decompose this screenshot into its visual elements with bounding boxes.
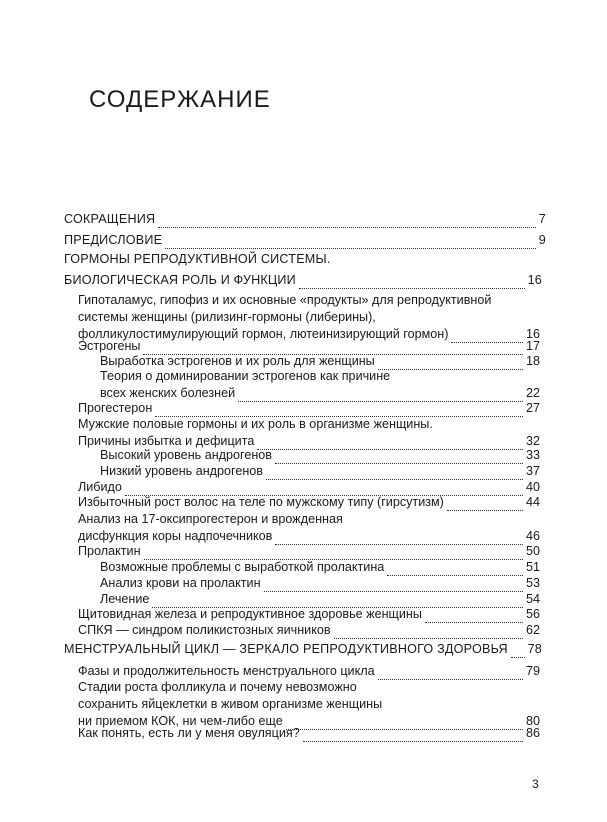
toc-entry-menstrual-chapter[interactable] xyxy=(64,641,542,658)
toc-entry-title: СПКЯ — синдром поликистозных яичников xyxy=(78,623,331,637)
toc-entry-follicle-growth[interactable] xyxy=(78,679,540,730)
toc-entry-prolactin-problems[interactable] xyxy=(100,559,540,576)
toc-entry-title: Анализ крови на пролактин xyxy=(100,576,261,590)
toc-entry-hormones-chapter[interactable] xyxy=(64,251,542,289)
toc-entry-title: Как понять, есть ли у меня овуляция? xyxy=(78,726,300,740)
toc-page-number: 53 xyxy=(525,576,540,590)
toc-entry-prolactin[interactable] xyxy=(78,543,540,560)
toc-entry-title: Возможные проблемы с выработкой пролактина xyxy=(100,560,385,574)
toc-page-number: 62 xyxy=(525,623,540,637)
dot-leader xyxy=(303,730,523,742)
toc-page-number: 9 xyxy=(538,233,546,247)
toc-entry-title: фолликулостимулирующий гормон, лютеинизирующий гормон) xyxy=(78,327,449,341)
toc-page-number: 32 xyxy=(525,434,540,448)
dot-leader xyxy=(447,499,523,511)
toc-entry-title: Причины избытка и дефицита xyxy=(78,434,255,448)
toc-entry-title: ни приемом КОК, ни чем-либо еще xyxy=(78,714,283,728)
toc-page-number: 54 xyxy=(525,592,540,606)
toc-entry-low-androgens[interactable] xyxy=(100,463,540,480)
toc-entry-title: Пролактин xyxy=(78,544,141,558)
toc-entry-title-line: Мужские половые гормоны и их роль в организме женщины. xyxy=(78,417,433,431)
dot-leader xyxy=(165,237,536,249)
toc-page-number: 7 xyxy=(538,212,546,226)
toc-page-number: 80 xyxy=(525,714,540,728)
toc-entry-title: Избыточный рост волос на теле по мужскому типу (гирсутизм) xyxy=(78,495,444,509)
toc-entry-hirsutism[interactable] xyxy=(78,494,540,511)
dot-leader xyxy=(158,216,535,228)
toc-page-number: 22 xyxy=(525,386,540,400)
toc-entry-cycle-phases[interactable] xyxy=(78,663,540,680)
dot-leader xyxy=(511,646,525,658)
toc-entry-title: Выработка эстрогенов и их роль для женщины xyxy=(100,354,375,368)
toc-page-number: 79 xyxy=(525,664,540,678)
toc-page-number: 17 xyxy=(525,339,540,353)
toc-entry-title-line: сохранить яйцеклетки в живом организме женщины xyxy=(78,697,383,711)
toc-entry-title: Фазы и продолжительность менструального цикла xyxy=(78,664,375,678)
toc-entry-estrogen-dominance[interactable] xyxy=(100,368,540,402)
toc-entry-title-line: ГОРМОНЫ РЕПРОДУКТИВНОЙ СИСТЕМЫ. xyxy=(64,252,331,266)
toc-page-number: 18 xyxy=(525,354,540,368)
dot-leader xyxy=(299,277,525,289)
toc-entry-title: МЕНСТРУАЛЬНЫЙ ЦИКЛ — ЗЕРКАЛО РЕПРОДУКТИВНОГО ЗДОРОВЬЯ xyxy=(64,642,508,656)
toc-entry-title: БИОЛОГИЧЕСКАЯ РОЛЬ И ФУНКЦИИ xyxy=(64,273,296,287)
toc-entry-title: Эстрогены xyxy=(78,339,141,353)
toc-page-number: 33 xyxy=(525,448,540,462)
toc-entry-hypothalamus[interactable] xyxy=(78,292,540,343)
toc-entry-title-line: Гипоталамус, гипофиз и их основные «продукты» для репродуктивной xyxy=(78,293,492,307)
toc-entry-prolactin-test[interactable] xyxy=(100,575,540,592)
toc-page-number: 56 xyxy=(525,607,540,621)
toc-entry-title: ПРЕДИСЛОВИЕ xyxy=(64,233,163,247)
toc-page-number: 86 xyxy=(525,726,540,740)
toc-entry-title-line: Анализ на 17-оксипрогестерон и врожденная xyxy=(78,512,343,526)
page-number: 3 xyxy=(532,777,539,791)
toc-entry-title: Высокий уровень андрогенов xyxy=(100,448,272,462)
toc-entry-thyroid[interactable] xyxy=(78,606,540,623)
toc-page-number: 27 xyxy=(525,401,540,415)
toc-page-number: 16 xyxy=(527,273,542,287)
toc-page-number: 51 xyxy=(525,560,540,574)
page-title: СОДЕРЖАНИЕ xyxy=(89,86,271,113)
toc-entry-17-ohp[interactable] xyxy=(78,511,540,545)
toc-entry-androgens[interactable] xyxy=(78,416,540,450)
toc-entry-abbreviations[interactable] xyxy=(64,211,546,228)
toc-entry-title: дисфункция коры надпочечников xyxy=(78,529,273,543)
toc-entry-title: СОКРАЩЕНИЯ xyxy=(64,212,156,226)
toc-entry-high-androgens[interactable] xyxy=(100,447,540,464)
toc-entry-title-line: Стадии роста фолликула и почему невозможно xyxy=(78,680,357,694)
toc-page-number: 40 xyxy=(525,480,540,494)
toc-entry-title: Щитовидная железа и репродуктивное здоровье женщины xyxy=(78,607,422,621)
toc-page-number: 16 xyxy=(525,327,540,341)
toc-entry-progesterone[interactable] xyxy=(78,400,540,417)
toc-entry-ovulation[interactable] xyxy=(78,725,540,742)
toc-entry-title: Низкий уровень андрогенов xyxy=(100,464,263,478)
toc-page-number: 78 xyxy=(527,642,542,656)
toc-page-number: 46 xyxy=(525,529,540,543)
toc-entry-title: Прогестерон xyxy=(78,401,153,415)
toc-page-number: 44 xyxy=(525,495,540,509)
toc-page-number: 37 xyxy=(525,464,540,478)
dot-leader xyxy=(334,627,523,639)
toc-entry-title-line: Теория о доминировании эстрогенов как причине xyxy=(100,369,391,383)
toc-page-number: 50 xyxy=(525,544,540,558)
toc-entry-pcos[interactable] xyxy=(78,622,540,639)
toc-entry-preface[interactable] xyxy=(64,232,546,249)
toc-entry-title: Либидо xyxy=(78,480,122,494)
toc-entry-title: Лечение xyxy=(100,592,150,606)
toc-entry-title: всех женских болезней xyxy=(100,386,236,400)
toc-entry-title-line: системы женщины (рилизинг-гормоны (либерины), xyxy=(78,310,376,324)
